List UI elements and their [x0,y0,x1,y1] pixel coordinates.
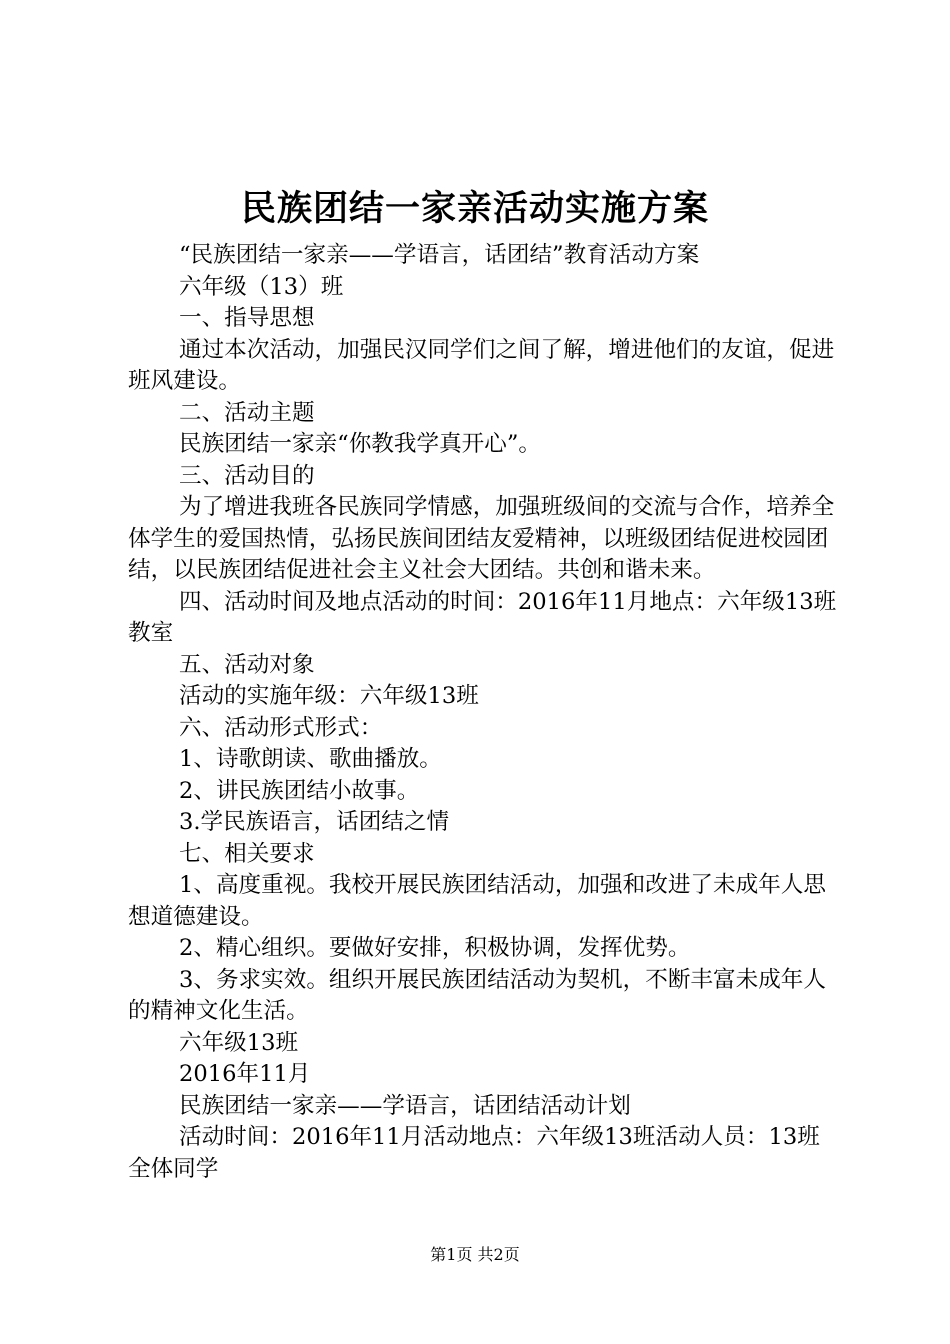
list-item: 2、精心组织。要做好安排，积极协调，发挥优势。 [179,935,691,961]
list-item: 3.学民族语言，话团结之情 [179,809,450,835]
section-heading: 二、活动主题 [179,399,315,426]
section-heading: 一、指导思想 [179,305,315,331]
document-title: 民族团结一家亲活动实施方案 [240,188,709,229]
section-heading: 七、相关要求 [179,840,315,867]
list-item: 3、务求实效。组织开展民族团结活动为契机，不断丰富未成年人的精神文化生活。 [128,966,826,1024]
list-item: 1、诗歌朗读、歌曲播放。 [179,746,442,772]
paragraph: “民族团结一家亲——学语言，话团结”教育活动方案 [179,242,700,268]
signature-class: 六年级13班 [179,1029,299,1056]
paragraph: 民族团结一家亲——学语言，话团结活动计划 [179,1092,631,1119]
section-heading: 三、活动目的 [179,462,315,489]
paragraph: 通过本次活动，加强民汉同学们之间了解，增进他们的友谊，促进班风建设。 [128,336,835,394]
list-item: 2、讲民族团结小故事。 [179,777,420,804]
paragraph: 为了增进我班各民族同学情感，加强班级间的交流与合作，培养全体学生的爱国热情，弘扬民族间团结友爱精神，以班级团结促进校园团结，以民族团结促进社会主义社会大团结。共创和谐未来。 [128,494,835,583]
section-heading: 六、活动形式形式： [179,714,383,741]
paragraph: 活动的实施年级：六年级13班 [179,683,479,709]
paragraph: 民族团结一家亲“你教我学真开心”。 [179,431,542,457]
document-body [128,240,838,1185]
page-number-footer: 第1页 共2页 [430,1245,520,1264]
paragraph: 活动时间：2016年11月活动地点：六年级13班活动人员：13班全体同学 [128,1124,820,1182]
signature-date: 2016年11月 [179,1061,311,1087]
paragraph: 六年级（13）班 [179,273,344,300]
list-item: 1、高度重视。我校开展民族团结活动，加强和改进了未成年人思想道德建设。 [128,872,826,930]
section-heading: 四、活动时间及地点活动的时间：2016年11月地点：六年级13班教室 [128,588,837,646]
section-heading: 五、活动对象 [179,651,315,678]
